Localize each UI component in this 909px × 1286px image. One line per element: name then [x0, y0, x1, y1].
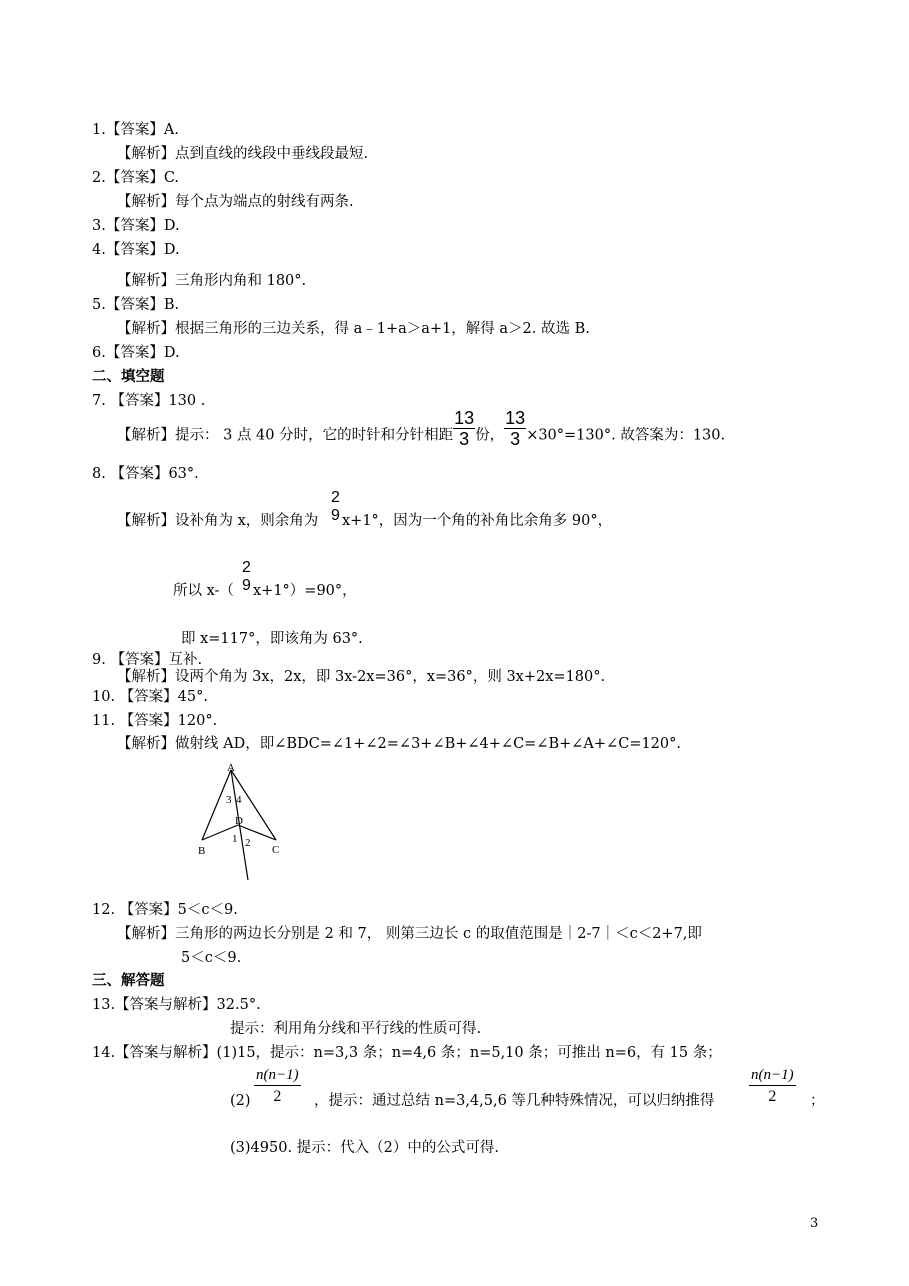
answer-8: 8. 【答案】63°. [92, 466, 199, 482]
explanation-5: 【解析】根据三角形的三边关系，得 a﹣1+a＞a+1，解得 a＞2. 故选 B. [117, 321, 590, 337]
answer-6: 6.【答案】D. [92, 345, 180, 361]
formula-denominator: 2 [768, 1088, 777, 1105]
answer-3: 3.【答案】D. [92, 218, 180, 234]
explanation-8-line3: 即 x=117°，即该角为 63°. [181, 631, 363, 647]
explanation-8-line2: 所以 x-（ [173, 583, 234, 599]
label-angle-4: 4 [236, 794, 242, 806]
answer-14-part3: (3)4950. 提示：代入（2）中的公式可得. [230, 1140, 499, 1156]
explanation-7-text-b: 份， [475, 427, 505, 444]
page-number: 3 [810, 1216, 819, 1231]
formula-fraction-a [254, 1066, 301, 1106]
answer-13: 13.【答案与解析】32.5°. [92, 997, 261, 1013]
answer-14-part2-label: (2) [230, 1093, 251, 1109]
explanation-8-line1-rest: x+1°，因为一个角的补角比余角多 90°， [342, 513, 613, 529]
fraction-denominator: 3 [510, 429, 521, 449]
formula-numerator: n(n−1) [749, 1066, 796, 1086]
formula-numerator: n(n−1) [254, 1066, 301, 1086]
fraction-numerator: 2 [331, 489, 340, 506]
explanation-2: 【解析】每个点为端点的射线有两条. [117, 194, 354, 210]
label-b: B [198, 845, 206, 857]
explanation-9: 【解析】设两个角为 3x，2x，即 3x-2x=36°，x=36°，则 3x+2x=180°. [117, 669, 606, 685]
explanation-13: 提示：利用角分线和平行线的性质可得. [230, 1021, 482, 1037]
explanation-7 [117, 408, 726, 449]
answer-5: 5.【答案】B. [92, 297, 180, 313]
fraction-denominator: 9 [242, 577, 251, 594]
label-angle-3: 3 [226, 794, 232, 806]
fraction-2-9-a [331, 489, 340, 525]
label-c: C [272, 844, 280, 856]
fraction-denominator: 9 [331, 507, 340, 524]
explanation-11: 【解析】做射线 AD，即∠BDC=∠1+∠2=∠3+∠B+∠4+∠C=∠B+∠A+∠C=120°. [117, 736, 681, 752]
fraction-denominator: 3 [459, 429, 470, 449]
answer-7: 7. 【答案】130 . [92, 393, 206, 409]
section-fill-in-title: 二、填空题 [92, 368, 165, 385]
fraction-13-3-a [453, 409, 475, 448]
answer-2: 2.【答案】C. [92, 170, 180, 186]
label-d: D [235, 815, 243, 827]
fraction-numerator: 13 [454, 408, 475, 428]
fraction-13-3-b [504, 409, 526, 448]
fraction-2-9-b [242, 559, 251, 595]
segment-cd [238, 825, 276, 840]
answer-14-part1: 14.【答案与解析】(1)15，提示：n=3,3 条；n=4,6 条；n=5,10 条；可推出 n=6，有 15 条； [92, 1045, 722, 1061]
answer-9: 9. 【答案】互补. [92, 652, 203, 668]
label-angle-1: 1 [232, 833, 238, 845]
section-solve-title: 三、解答题 [92, 972, 165, 989]
explanation-7-text-c: ×30°=130°. 故答案为：130. [526, 427, 726, 444]
answer-14-part2-text: ，提示：通过总结 n=3,4,5,6 等几种特殊情况，可以归纳推得 [314, 1093, 715, 1109]
answer-11: 11. 【答案】120°. [92, 713, 218, 729]
answer-12: 12. 【答案】5＜c＜9. [92, 902, 238, 918]
fraction-numerator: 2 [242, 559, 251, 576]
explanation-1: 【解析】点到直线的线段中垂线段最短. [117, 146, 369, 162]
explanation-8-line2-rest: x+1°）=90°， [253, 583, 357, 599]
answer-14-part2-end: ； [810, 1093, 825, 1109]
explanation-12-line1: 【解析】三角形的两边长分别是 2 和 7， 则第三边长 c 的取值范围是｜2-7｜＜c＜2+7,即 [117, 926, 702, 942]
label-angle-2: 2 [245, 837, 251, 849]
triangle-figure [190, 760, 290, 885]
fraction-numerator: 13 [505, 408, 526, 428]
explanation-8-line1: 【解析】设补角为 x，则余角为 [117, 513, 319, 529]
answer-10: 10. 【答案】45°. [92, 689, 208, 705]
explanation-7-text-a: 【解析】提示： 3 点 40 分时，它的时针和分针相距 [117, 427, 454, 444]
label-a: A [227, 762, 235, 774]
explanation-4: 【解析】三角形内角和 180°. [117, 273, 307, 289]
formula-denominator: 2 [273, 1088, 282, 1105]
explanation-12-line2: 5＜c＜9. [181, 950, 242, 966]
formula-fraction-b [749, 1066, 796, 1106]
answer-4: 4.【答案】D. [92, 242, 180, 258]
answer-1: 1.【答案】A. [92, 122, 179, 138]
